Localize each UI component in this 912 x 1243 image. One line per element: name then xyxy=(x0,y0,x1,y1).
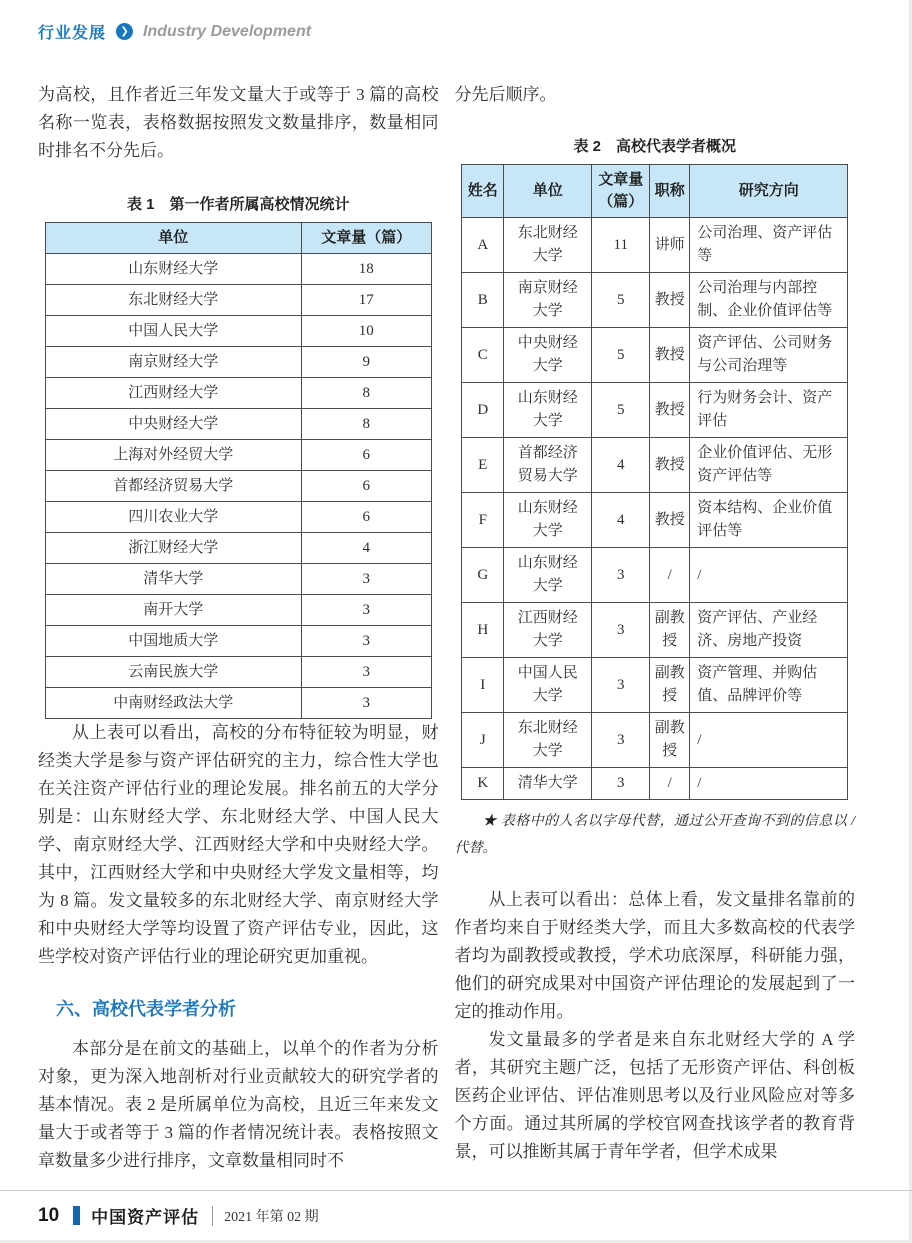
table-cell: 副教授 xyxy=(650,658,690,713)
table-cell: 中央财经大学 xyxy=(504,328,592,383)
table-cell: 副教授 xyxy=(650,603,690,658)
table-row xyxy=(462,273,848,328)
table-cell: 3 xyxy=(592,548,650,603)
table-cell: 3 xyxy=(301,626,431,657)
table-cell: H xyxy=(462,603,504,658)
table-row xyxy=(462,218,848,273)
table-cell: G xyxy=(462,548,504,603)
table-cell: 3 xyxy=(301,564,431,595)
issue-label: 2021 年第 02 期 xyxy=(224,1209,319,1225)
column-header: 单位 xyxy=(504,165,592,218)
table-cell: 11 xyxy=(592,218,650,273)
table-row xyxy=(45,440,431,471)
table-cell: 东北财经大学 xyxy=(45,285,301,316)
table-cell: 3 xyxy=(592,603,650,658)
table-cell: 10 xyxy=(301,316,431,347)
table-cell: 教授 xyxy=(650,438,690,493)
table-cell: 资本结构、企业价值评估等 xyxy=(690,493,848,548)
column-header: 单位 xyxy=(45,223,301,254)
footer-divider-line xyxy=(0,1190,912,1191)
table-cell: 中国地质大学 xyxy=(45,626,301,657)
table-cell: C xyxy=(462,328,504,383)
table-row xyxy=(45,347,431,378)
table-cell: 清华大学 xyxy=(45,564,301,595)
column-header: 文章量（篇） xyxy=(301,223,431,254)
table-cell: 首都经济贸易大学 xyxy=(504,438,592,493)
table-row xyxy=(45,626,431,657)
table2-scholars xyxy=(461,164,848,800)
table-cell: 教授 xyxy=(650,493,690,548)
table-cell: 山东财经大学 xyxy=(45,254,301,285)
table-cell: 中央财经大学 xyxy=(45,409,301,440)
table-cell: 资产评估、产业经济、房地产投资 xyxy=(690,603,848,658)
table2-body xyxy=(462,218,848,800)
table-cell: 南京财经大学 xyxy=(504,273,592,328)
table-cell: 东北财经大学 xyxy=(504,218,592,273)
table-row xyxy=(462,438,848,493)
footer-thin-divider xyxy=(212,1206,213,1226)
table-cell: 3 xyxy=(301,595,431,626)
table-cell: 3 xyxy=(592,713,650,768)
table-row xyxy=(462,658,848,713)
table-cell: 中南财经政法大学 xyxy=(45,688,301,719)
two-column-layout xyxy=(0,81,912,1175)
table2-header-row xyxy=(462,165,848,218)
table-cell: B xyxy=(462,273,504,328)
table-row xyxy=(462,328,848,383)
table-cell: A xyxy=(462,218,504,273)
table-cell: 副教授 xyxy=(650,713,690,768)
table-cell: 中国人民大学 xyxy=(45,316,301,347)
paragraph: 发文量最多的学者是来自东北财经大学的 A 学者，其研究主题广泛，包括了无形资产评估、科创板医药企业评估、评估准则思考以及行业风险应对等多个方面。通过其所属的学校官网查找该学者的教育背景，可以推断其属于青年学者，但学术成果 xyxy=(454,1030,855,1161)
table1-header-row xyxy=(45,223,431,254)
footer-accent-bar xyxy=(73,1206,80,1225)
table-cell: / xyxy=(690,768,848,800)
column-header: 姓名 xyxy=(462,165,504,218)
table-row xyxy=(45,657,431,688)
table-cell: 3 xyxy=(592,768,650,800)
table-cell: 教授 xyxy=(650,383,690,438)
table-cell: 山东财经大学 xyxy=(504,493,592,548)
table-row xyxy=(45,316,431,347)
right-column xyxy=(455,81,856,1175)
table1-universities xyxy=(45,222,432,719)
table-cell: 山东财经大学 xyxy=(504,548,592,603)
table-cell: 江西财经大学 xyxy=(504,603,592,658)
table-cell: 4 xyxy=(301,533,431,564)
table2-caption: 表 2 高校代表学者概况 xyxy=(573,138,736,155)
table-cell: / xyxy=(650,768,690,800)
table-cell: / xyxy=(690,713,848,768)
table-cell: 企业价值评估、无形资产评估等 xyxy=(690,438,848,493)
table-cell: / xyxy=(690,548,848,603)
table-row xyxy=(462,493,848,548)
table-row xyxy=(462,768,848,800)
paragraph: 从上表可以看出：总体上看，发文量排名靠前的作者均来自于财经类大学，而且大多数高校的代表学者均为副教授或教授，学术功底深厚，科研能力强，他们的研究成果对中国资产评估理论的发展起到了一定的推动作用。 xyxy=(454,890,855,1021)
table-cell: 9 xyxy=(301,347,431,378)
table-cell: 3 xyxy=(301,657,431,688)
table-cell: 南开大学 xyxy=(45,595,301,626)
table-cell: 8 xyxy=(301,409,431,440)
table-row xyxy=(45,533,431,564)
table-cell: 3 xyxy=(301,688,431,719)
section-heading: 六、高校代表学者分析 xyxy=(56,999,236,1019)
chevron-right-circle-icon: ❯ xyxy=(116,23,133,40)
table-cell: 公司治理、资产评估等 xyxy=(690,218,848,273)
table-cell: 5 xyxy=(592,383,650,438)
table-cell: / xyxy=(650,548,690,603)
table-cell: 讲师 xyxy=(650,218,690,273)
page-number: 10 xyxy=(38,1204,60,1226)
table-cell: D xyxy=(462,383,504,438)
table-row xyxy=(45,378,431,409)
paragraph: 从上表可以看出，高校的分布特征较为明显，财经类大学是参与资产评估研究的主力，综合性大学也在关注资产评估行业的理论发展。排名前五的大学分别是：山东财经大学、东北财经大学、中国人民大学、南京财经大学、江西财经大学和中央财经大学。其中，江西财经大学和中央财经大学发文量相等，均为 8 篇。发文量较多的东北财经大学、南京财经大学和中央财经大学等均设置了资产评估专业，因此，这些学校对资产评估行业的理论研究更加重视。 xyxy=(38,723,439,966)
table-row xyxy=(45,254,431,285)
table-cell: 山东财经大学 xyxy=(504,383,592,438)
journal-name: 中国资产评估 xyxy=(91,1208,200,1227)
page-header xyxy=(0,0,912,43)
page-footer xyxy=(38,1203,319,1228)
table-cell: 中国人民大学 xyxy=(504,658,592,713)
column-header: 研究方向 xyxy=(690,165,848,218)
table-cell: K xyxy=(462,768,504,800)
paragraph-continuation: 分先后顺序。 xyxy=(454,85,557,104)
table-row xyxy=(45,409,431,440)
table-row xyxy=(45,471,431,502)
table-cell: 3 xyxy=(592,658,650,713)
table-cell: 南京财经大学 xyxy=(45,347,301,378)
table-cell: 行为财务会计、资产评估 xyxy=(690,383,848,438)
paragraph: 本部分是在前文的基础上，以单个的作者为分析对象，更为深入地剖析对行业贡献较大的研究学者的基本情况。表 2 是所属单位为高校，且近三年来发文量大于或者等于 3 篇的作者情况统计表。表格按照文章数量多少进行排序，文章数量相同时不 xyxy=(38,1039,439,1170)
table-cell: E xyxy=(462,438,504,493)
table-cell: 18 xyxy=(301,254,431,285)
table1-body xyxy=(45,254,431,719)
table-cell: I xyxy=(462,658,504,713)
table-cell: 6 xyxy=(301,502,431,533)
table-row xyxy=(45,502,431,533)
table-cell: 8 xyxy=(301,378,431,409)
table-row xyxy=(45,688,431,719)
table-cell: 资产管理、并购估值、品牌评价等 xyxy=(690,658,848,713)
table-cell: 6 xyxy=(301,471,431,502)
column-header: 文章量（篇） xyxy=(592,165,650,218)
paragraph: 为高校，且作者近三年发文量大于或等于 3 篇的高校名称一览表，表格数据按照发文数量排序，数量相同时排名不分先后。 xyxy=(38,85,439,160)
table-cell: 四川农业大学 xyxy=(45,502,301,533)
table-cell: 云南民族大学 xyxy=(45,657,301,688)
table-cell: 17 xyxy=(301,285,431,316)
table-cell: 上海对外经贸大学 xyxy=(45,440,301,471)
table-cell: 4 xyxy=(592,438,650,493)
table-cell: 公司治理与内部控制、企业价值评估等 xyxy=(690,273,848,328)
table-row xyxy=(462,603,848,658)
table-cell: 资产评估、公司财务与公司治理等 xyxy=(690,328,848,383)
table-row xyxy=(45,285,431,316)
table1-caption: 表 1 第一作者所属高校情况统计 xyxy=(126,196,350,213)
table-cell: 东北财经大学 xyxy=(504,713,592,768)
section-title-en: Industry Development xyxy=(143,22,312,40)
table-cell: 6 xyxy=(301,440,431,471)
table-row xyxy=(462,713,848,768)
column-header: 职称 xyxy=(650,165,690,218)
table-cell: F xyxy=(462,493,504,548)
table-row xyxy=(462,548,848,603)
table-row xyxy=(462,383,848,438)
table-cell: J xyxy=(462,713,504,768)
table-cell: 江西财经大学 xyxy=(45,378,301,409)
table-row xyxy=(45,595,431,626)
table-cell: 首都经济贸易大学 xyxy=(45,471,301,502)
table-cell: 5 xyxy=(592,273,650,328)
section-title-cn: 行业发展 xyxy=(38,25,107,42)
table-row xyxy=(45,564,431,595)
left-column xyxy=(38,81,439,1175)
table-cell: 浙江财经大学 xyxy=(45,533,301,564)
table-cell: 清华大学 xyxy=(504,768,592,800)
table-cell: 教授 xyxy=(650,273,690,328)
table2-footnote: ★ 表格中的人名以字母代替，通过公开查询不到的信息以 / 代替。 xyxy=(454,814,855,856)
table-cell: 4 xyxy=(592,493,650,548)
table-cell: 教授 xyxy=(650,328,690,383)
table-cell: 5 xyxy=(592,328,650,383)
